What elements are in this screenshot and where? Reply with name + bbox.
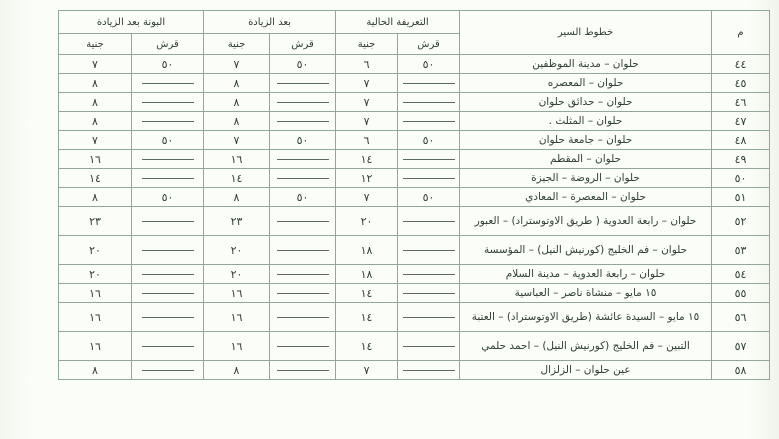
row-number-cell: ٤٩ [712,150,770,169]
route-name-cell: ١٥ مايو – السيدة عائشة (طريق الاوتوستراد) – العتبة [460,303,712,332]
current-pound-cell: ١٨ [336,265,398,284]
table-row [59,361,770,380]
current-qirsh-cell [398,150,460,169]
after-qirsh-cell [270,169,336,188]
pass-pound-cell: ٨ [59,188,132,207]
table-row [59,284,770,303]
route-name-cell: حلوان – المثلث . [460,112,712,131]
pass-pound-cell: ٨ [59,112,132,131]
empty-dash [277,178,329,179]
route-name-cell: حلوان – المقطم [460,150,712,169]
current-qirsh-cell [398,332,460,361]
current-pound-cell: ٧ [336,74,398,93]
table-row [59,93,770,112]
after-pound-cell: ٢٠ [204,236,270,265]
empty-dash [403,102,455,103]
after-qirsh-cell [270,236,336,265]
empty-dash [403,159,455,160]
after-qirsh-cell [270,74,336,93]
empty-dash [277,102,329,103]
after-pound-cell: ٨ [204,74,270,93]
after-qirsh-cell [270,150,336,169]
current-qirsh-cell [398,303,460,332]
current-qirsh-cell [398,265,460,284]
row-number-cell: ٥٥ [712,284,770,303]
pass-pound-cell: ٧ [59,55,132,74]
after-pound-cell: ٨ [204,361,270,380]
route-name-cell: حلوان – رابعة العدوية ( طريق الاوتوستراد) – العبور [460,207,712,236]
route-name-cell: حلوان – المعصرة – المعادي [460,188,712,207]
current-pound-cell: ٦ [336,131,398,150]
table-body [59,55,770,380]
current-pound-cell: ٧ [336,93,398,112]
current-qirsh-cell: ٥٠ [398,55,460,74]
after-qirsh-cell [270,303,336,332]
current-pound-cell: ١٨ [336,236,398,265]
empty-dash [142,121,194,122]
table-row [59,112,770,131]
table-row [59,236,770,265]
header-number: م [712,11,770,55]
current-qirsh-cell [398,284,460,303]
row-number-cell: ٤٤ [712,55,770,74]
empty-dash [277,159,329,160]
current-qirsh-cell [398,361,460,380]
empty-dash [277,293,329,294]
route-name-cell: حلوان – مدينة الموظفين [460,55,712,74]
empty-dash [277,346,329,347]
pass-qirsh-cell [132,112,204,131]
header-after-increase: بعد الزيادة [204,11,336,34]
table-row [59,303,770,332]
empty-dash [142,317,194,318]
pass-pound-cell: ٧ [59,131,132,150]
empty-dash [403,178,455,179]
route-name-cell: حلوان – رابعة العدوية – مدينة السلام [460,265,712,284]
pass-pound-cell: ٢٠ [59,236,132,265]
table-row [59,265,770,284]
empty-dash [277,121,329,122]
current-pound-cell: ١٤ [336,332,398,361]
after-qirsh-cell: ٥٠ [270,55,336,74]
after-pound-cell: ٨ [204,112,270,131]
current-qirsh-cell [398,169,460,188]
pass-pound-cell: ١٦ [59,303,132,332]
current-pound-cell: ٧ [336,188,398,207]
pass-qirsh-cell [132,150,204,169]
current-pound-cell: ١٢ [336,169,398,188]
current-pound-cell: ١٤ [336,150,398,169]
empty-dash [142,102,194,103]
after-qirsh-cell: ٥٠ [270,188,336,207]
after-pound-cell: ٨ [204,188,270,207]
header-after-qirsh: قرش [270,34,336,55]
current-qirsh-cell: ٥٠ [398,188,460,207]
empty-dash [277,274,329,275]
route-name-cell: حلوان – المعصره [460,74,712,93]
current-qirsh-cell [398,93,460,112]
pass-pound-cell: ٨ [59,93,132,112]
after-pound-cell: ١٦ [204,332,270,361]
current-pound-cell: ٧ [336,112,398,131]
pass-qirsh-cell [132,284,204,303]
after-pound-cell: ١٦ [204,303,270,332]
table-row [59,188,770,207]
header-route: خطوط السير [460,11,712,55]
route-name-cell: حلوان – حدائق حلوان [460,93,712,112]
empty-dash [142,274,194,275]
row-number-cell: ٥٣ [712,236,770,265]
pass-pound-cell: ٢٣ [59,207,132,236]
after-pound-cell: ١٦ [204,284,270,303]
row-number-cell: ٥١ [712,188,770,207]
pass-pound-cell: ١٦ [59,284,132,303]
current-pound-cell: ٧ [336,361,398,380]
after-qirsh-cell [270,265,336,284]
row-number-cell: ٥٧ [712,332,770,361]
header-pass-pound: جنية [59,34,132,55]
pass-qirsh-cell [132,361,204,380]
route-name-cell: حلوان – فم الخليج (كورنيش النيل) – المؤسسة [460,236,712,265]
header-pass-after-increase: البونة بعد الزيادة [59,11,204,34]
header-current-pound: جنية [336,34,398,55]
after-pound-cell: ١٦ [204,150,270,169]
empty-dash [403,274,455,275]
empty-dash [277,250,329,251]
current-qirsh-cell [398,74,460,93]
empty-dash [403,317,455,318]
empty-dash [142,221,194,222]
pass-pound-cell: ٢٠ [59,265,132,284]
pass-pound-cell: ٨ [59,361,132,380]
after-pound-cell: ٧ [204,55,270,74]
current-qirsh-cell [398,236,460,265]
row-number-cell: ٥٠ [712,169,770,188]
route-name-cell: حلوان – جامعة حلوان [460,131,712,150]
pass-qirsh-cell: ٥٠ [132,131,204,150]
header-after-pound: جنية [204,34,270,55]
row-number-cell: ٤٦ [712,93,770,112]
pass-pound-cell: ١٦ [59,150,132,169]
after-pound-cell: ١٤ [204,169,270,188]
after-pound-cell: ٢٠ [204,265,270,284]
after-qirsh-cell [270,284,336,303]
table-row [59,169,770,188]
empty-dash [142,346,194,347]
current-pound-cell: ١٤ [336,303,398,332]
after-qirsh-cell [270,112,336,131]
table-row [59,131,770,150]
empty-dash [142,250,194,251]
empty-dash [277,317,329,318]
after-qirsh-cell [270,332,336,361]
empty-dash [142,293,194,294]
row-number-cell: ٥٦ [712,303,770,332]
pass-qirsh-cell: ٥٠ [132,55,204,74]
after-pound-cell: ٧ [204,131,270,150]
header-current-fare: التعريفة الحالية [336,11,460,34]
pass-pound-cell: ٨ [59,74,132,93]
header-current-qirsh: قرش [398,34,460,55]
empty-dash [142,83,194,84]
empty-dash [142,159,194,160]
pass-qirsh-cell [132,332,204,361]
pass-qirsh-cell: ٥٠ [132,188,204,207]
table-row [59,207,770,236]
after-qirsh-cell [270,207,336,236]
current-pound-cell: ٦ [336,55,398,74]
pass-pound-cell: ١٤ [59,169,132,188]
tariff-table [58,10,770,380]
pass-qirsh-cell [132,236,204,265]
pass-qirsh-cell [132,303,204,332]
row-number-cell: ٥٢ [712,207,770,236]
row-number-cell: ٤٥ [712,74,770,93]
pass-pound-cell: ١٦ [59,332,132,361]
route-name-cell: التبين – فم الخليج (كورنيش النيل) – احمد حلمي [460,332,712,361]
empty-dash [403,293,455,294]
route-name-cell: حلوان – الروضة – الجيزة [460,169,712,188]
after-pound-cell: ٢٣ [204,207,270,236]
table-row [59,332,770,361]
empty-dash [277,221,329,222]
route-name-cell: عين حلوان – الزلزال [460,361,712,380]
route-name-cell: ١٥ مايو – منشاة ناصر – العباسية [460,284,712,303]
empty-dash [403,346,455,347]
after-qirsh-cell [270,361,336,380]
empty-dash [403,250,455,251]
table-row [59,150,770,169]
current-qirsh-cell [398,112,460,131]
empty-dash [403,221,455,222]
empty-dash [142,178,194,179]
pass-qirsh-cell [132,265,204,284]
after-qirsh-cell [270,93,336,112]
empty-dash [403,121,455,122]
empty-dash [277,83,329,84]
current-qirsh-cell: ٥٠ [398,131,460,150]
pass-qirsh-cell [132,74,204,93]
current-qirsh-cell [398,207,460,236]
table-row [59,74,770,93]
row-number-cell: ٥٤ [712,265,770,284]
after-qirsh-cell: ٥٠ [270,131,336,150]
pass-qirsh-cell [132,93,204,112]
empty-dash [403,83,455,84]
current-pound-cell: ١٤ [336,284,398,303]
empty-dash [277,370,329,371]
pass-qirsh-cell [132,169,204,188]
after-pound-cell: ٨ [204,93,270,112]
header-pass-qirsh: قرش [132,34,204,55]
pass-qirsh-cell [132,207,204,236]
current-pound-cell: ٢٠ [336,207,398,236]
empty-dash [142,370,194,371]
row-number-cell: ٤٨ [712,131,770,150]
table-row [59,55,770,74]
row-number-cell: ٥٨ [712,361,770,380]
row-number-cell: ٤٧ [712,112,770,131]
empty-dash [403,370,455,371]
